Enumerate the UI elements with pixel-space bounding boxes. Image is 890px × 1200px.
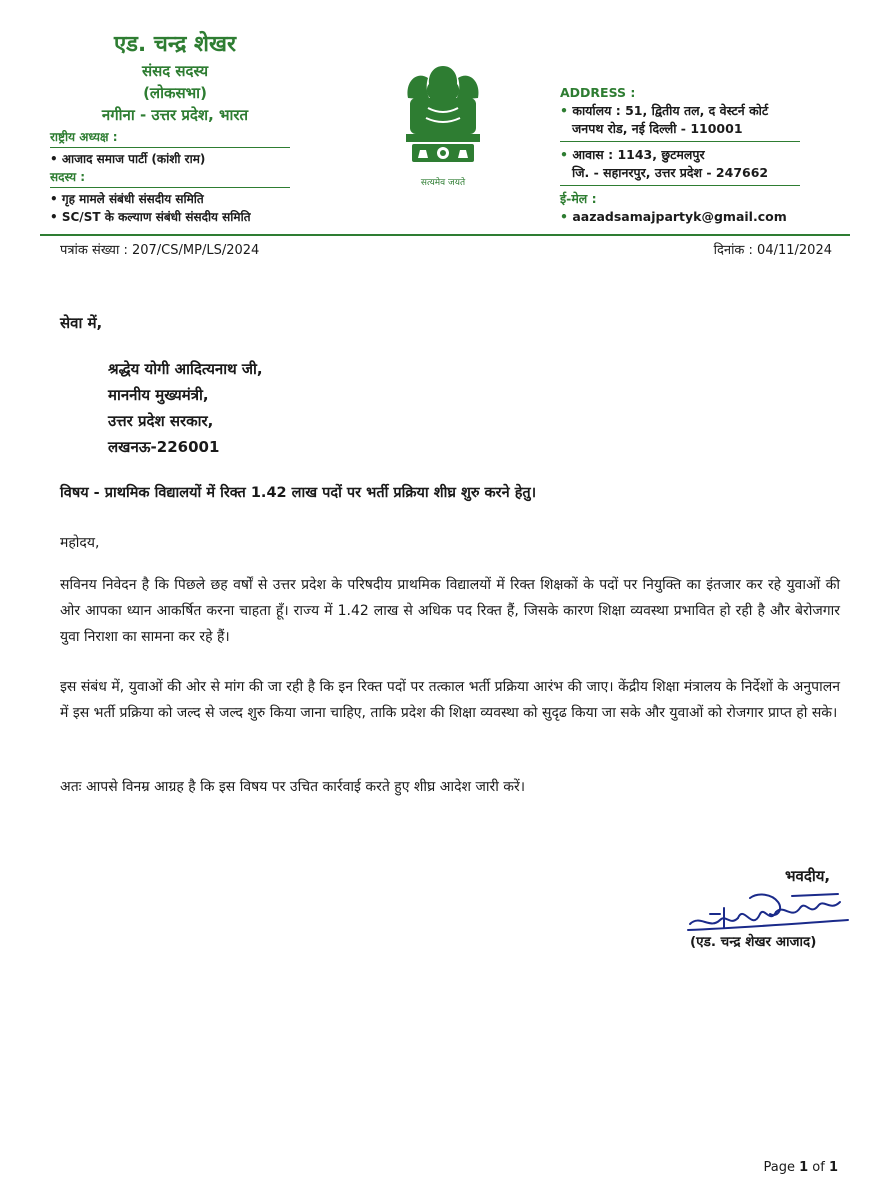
divider: [560, 141, 800, 142]
residence-address-line1: • आवास : 1143, छुटमलपुर: [560, 146, 860, 164]
office-address-line1: • कार्यालय : 51, द्वितीय तल, द वेस्टर्न कोर्ट: [560, 102, 860, 120]
role-item: • आजाद समाज पार्टी (कांशी राम): [50, 150, 350, 168]
addressee-line: श्रद्धेय योगी आदित्यनाथ जी,: [108, 360, 263, 378]
letter-date: दिनांक : 04/11/2024: [713, 243, 832, 258]
body-paragraph: अतः आपसे विनम्र आग्रह है कि इस विषय पर उचित कार्रवाई करते हुए शीघ्र आदेश जारी करें।: [60, 779, 526, 795]
divider: [50, 187, 290, 188]
sender-constituency: नगीना - उत्तर प्रदेश, भारत: [101, 106, 249, 124]
sender-header: [40, 30, 340, 126]
sender-designation: संसद सदस्य: [141, 62, 209, 80]
body-paragraph: सविनय निवेदन है कि पिछले छह वर्षों से उत्तर प्रदेश के परिषदीय प्राथमिक विद्यालयों में रिक्त शिक्षकों के पदों पर नियुक्ति का इंतजार कर रहे युवाओं की ओर आपका ध्यान आकर्षित करना चाहता हूँ। राज्य में 1.42 लाख से अधिक पद रिक्त हैं, जिसके कारण शिक्षा व्यवस्था प्रभावित हो रही है और बेरोजगार युवा निराशा का सामना कर रहे हैं।: [60, 577, 840, 645]
emblem-motto: सत्यमेव जयते: [420, 178, 466, 188]
header-rule: [40, 234, 850, 236]
national-emblem-icon: [398, 60, 488, 190]
address-block: [560, 84, 860, 226]
role-item: • SC/ST के कल्याण संबंधी संसदीय समिति: [50, 208, 350, 226]
residence-address-line2: जि. - सहानरपुर, उत्तर प्रदेश - 247662: [572, 165, 769, 180]
addressee-line: उत्तर प्रदेश सरकार,: [108, 412, 214, 430]
reference-number: पत्रांक संख्या : 207/CS/MP/LS/2024: [60, 243, 260, 258]
role-heading: सदस्य :: [50, 170, 86, 184]
to-label: सेवा में,: [60, 314, 103, 332]
role-heading: राष्ट्रीय अध्यक्ष :: [50, 130, 118, 144]
closing-text: भवदीय,: [785, 867, 831, 885]
divider: [50, 147, 290, 148]
address-heading: ADDRESS :: [560, 85, 636, 100]
addressee-block: [108, 356, 263, 460]
page-number: Page 1 of 1: [763, 1160, 838, 1175]
sender-roles: [50, 128, 350, 226]
addressee-line: लखनऊ-226001: [108, 438, 220, 456]
signer-name: (एड. चन्द्र शेखर आजाद): [690, 934, 817, 950]
divider: [560, 185, 800, 186]
sender-house: (लोकसभा): [143, 84, 207, 102]
salutation: महोदय,: [60, 535, 100, 551]
reference-row: [60, 240, 832, 258]
office-address-line2: जनपथ रोड, नई दिल्ली - 110001: [572, 121, 743, 136]
role-item: • गृह मामले संबंधी संसदीय समिति: [50, 190, 350, 208]
email-address: • aazadsamajpartyk@gmail.com: [560, 208, 860, 226]
sender-name: एड. चन्द्र शेखर: [113, 32, 237, 57]
body-paragraph: इस संबंध में, युवाओं की ओर से मांग की जा रही है कि इन रिक्त पदों पर तत्काल भर्ती प्रक्रिया आरंभ की जाए। केंद्रीय शिक्षा मंत्रालय के निर्देशों के अनुपालन में इस भर्ती प्रक्रिया को जल्द से जल्द शुरु किया जाना चाहिए, ताकि प्रदेश की शिक्षा व्यवस्था को सुदृढ किया जा सके और युवाओं को रोजगार प्राप्त हो सके।: [60, 679, 840, 721]
addressee-line: माननीय मुख्यमंत्री,: [108, 386, 209, 404]
letter-subject: विषय - प्राथमिक विद्यालयों में रिक्त 1.42 लाख पदों पर भर्ती प्रक्रिया शीघ्र शुरु करने हेतु।: [60, 485, 537, 501]
email-heading: ई-मेल :: [560, 191, 597, 206]
